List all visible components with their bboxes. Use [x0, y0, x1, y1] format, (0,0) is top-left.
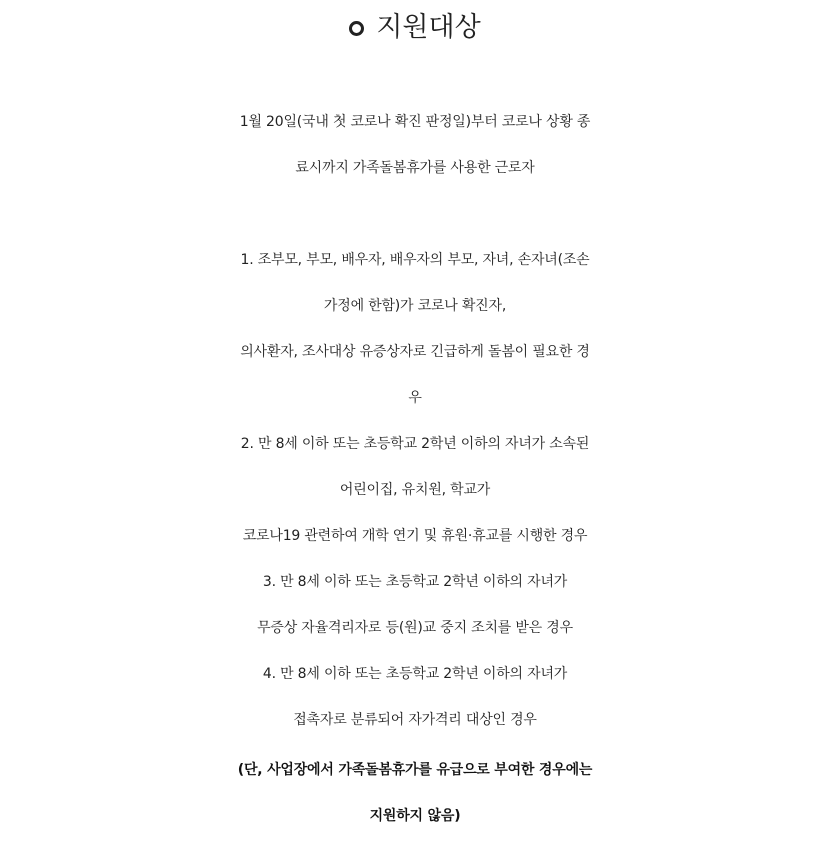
intro-line-2: 료시까지 가족돌봄휴가를 사용한 근로자	[295, 160, 535, 176]
item-3-line-1: 3. 만 8세 이하 또는 초등학교 2학년 이하의 자녀가	[262, 574, 568, 590]
intro-line-1: 1월 20일(국내 첫 코로나 확진 판정일)부터 코로나 상황 종	[239, 114, 591, 130]
section-heading	[0, 6, 830, 50]
note-line-2: 지원하지 않음)	[369, 808, 461, 824]
item-2-line-3: 코로나19 관련하여 개학 연기 및 휴원·휴교를 시행한 경우	[242, 528, 588, 544]
item-1-line-2: 가정에 한함)가 코로나 확진자,	[323, 298, 507, 314]
item-3-line-2: 무증상 자율격리자로 등(원)교 중지 조치를 받은 경우	[257, 620, 573, 636]
circle-icon	[349, 21, 364, 36]
item-1-line-3: 의사환자, 조사대상 유증상자로 긴급하게 돌봄이 필요한 경	[240, 344, 590, 360]
item-4-line-1: 4. 만 8세 이하 또는 초등학교 2학년 이하의 자녀가	[262, 666, 568, 682]
item-1-line-1: 1. 조부모, 부모, 배우자, 배우자의 부모, 자녀, 손자녀(조손	[240, 252, 590, 268]
item-2-line-2: 어린이집, 유치원, 학교가	[339, 482, 491, 498]
heading-text: 지원대상	[376, 12, 481, 43]
note-line-1: (단, 사업장에서 가족돌봄휴가를 유급으로 부여한 경우에는	[237, 762, 593, 778]
item-4-line-2: 접촉자로 분류되어 자가격리 대상인 경우	[293, 712, 537, 728]
item-2-line-1: 2. 만 8세 이하 또는 초등학교 2학년 이하의 자녀가 소속된	[240, 436, 590, 452]
item-1-line-4: 우	[408, 390, 422, 406]
